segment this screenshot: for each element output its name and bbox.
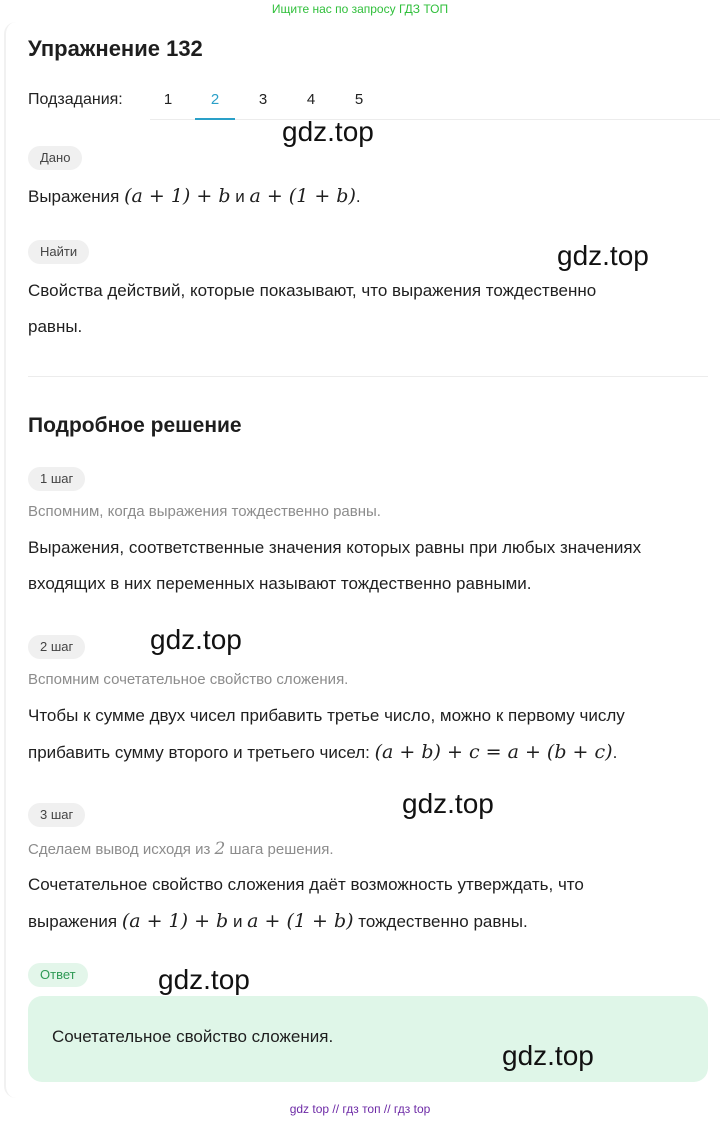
answer-badge: Ответ xyxy=(28,963,88,987)
tab-subtask-5[interactable]: 5 xyxy=(354,91,364,108)
step-2-hint: Вспомним сочетательное свойство сложения. xyxy=(28,671,349,688)
step-3-line-2-prefix: выражения xyxy=(28,912,122,931)
step-1-line-1: Выражения, соответственные значения которых равны при любых значениях xyxy=(28,538,642,557)
step-2-line-2 xyxy=(28,734,708,771)
footer-links[interactable]: gdz top // гдз топ // гдз top xyxy=(289,1102,431,1116)
watermark: gdz.top xyxy=(150,624,242,655)
find-line-2: равны. xyxy=(28,317,83,336)
given-text xyxy=(28,178,708,215)
step-3-expr-2: a + (1 + b) xyxy=(247,910,354,932)
find-badge: Найти xyxy=(28,240,89,264)
step-3-line-2-suffix: тождественно равны. xyxy=(353,912,528,931)
step-3-conj: и xyxy=(228,912,248,931)
step-1-hint: Вспомним, когда выражения тождественно равны. xyxy=(28,503,381,520)
section-divider xyxy=(28,376,708,377)
watermark: gdz.top xyxy=(158,964,250,995)
step-2-formula: (a + b) + c = a + (b + c) xyxy=(374,741,613,763)
tab-subtask-3[interactable]: 3 xyxy=(258,91,268,108)
subtasks-divider xyxy=(150,119,720,120)
step-3-hint-number: 2 xyxy=(214,839,226,859)
subtasks-label: Подзадания: xyxy=(28,91,123,108)
step-2-line-2-suffix: . xyxy=(612,743,618,762)
watermark: gdz.top xyxy=(557,240,649,271)
step-2-line-1: Чтобы к сумме двух чисел прибавить третье число, можно к первому числу xyxy=(28,706,625,725)
step-3-line-2 xyxy=(28,903,708,940)
given-expr-2: a + (1 + b) xyxy=(249,185,356,207)
step-3-expr-1: (a + 1) + b xyxy=(121,910,229,932)
given-expr-1: (a + 1) + b xyxy=(124,185,231,207)
answer-text: Сочетательное свойство сложения. xyxy=(52,1027,334,1046)
watermark: gdz.top xyxy=(402,788,494,819)
step-2-badge: 2 шаг xyxy=(28,635,85,659)
step-3-badge: 3 шаг xyxy=(28,803,85,827)
find-line-1: Свойства действий, которые показывают, что выражения тождественно xyxy=(28,281,597,300)
given-badge: Дано xyxy=(28,146,82,170)
tab-subtask-1[interactable]: 1 xyxy=(163,91,173,108)
page-title: Упражнение 132 xyxy=(28,36,203,61)
solution-title: Подробное решение xyxy=(28,414,242,437)
given-prefix: Выражения xyxy=(28,187,125,206)
tab-subtask-4[interactable]: 4 xyxy=(306,91,316,108)
step-1-badge: 1 шаг xyxy=(28,467,85,491)
watermark: gdz.top xyxy=(282,116,374,147)
step-1-line-2: входящих в них переменных называют тождественно равными. xyxy=(28,574,532,593)
watermark: gdz.top xyxy=(502,1040,594,1071)
step-3-line-1: Сочетательное свойство сложения даёт возможность утверждать, что xyxy=(28,875,584,894)
step-3-hint-prefix: Сделаем вывод исходя из xyxy=(28,841,215,858)
given-suffix: . xyxy=(355,187,361,206)
search-banner[interactable]: Ищите нас по запросу ГДЗ ТОП xyxy=(271,2,449,16)
step-2-line-2-prefix: прибавить сумму второго и третьего чисел: xyxy=(28,743,375,762)
given-conj: и xyxy=(230,187,250,206)
tab-subtask-2[interactable]: 2 xyxy=(195,90,235,120)
step-3-hint xyxy=(28,839,708,859)
step-3-hint-suffix: шага решения. xyxy=(225,841,334,858)
answer-box xyxy=(28,996,708,1082)
